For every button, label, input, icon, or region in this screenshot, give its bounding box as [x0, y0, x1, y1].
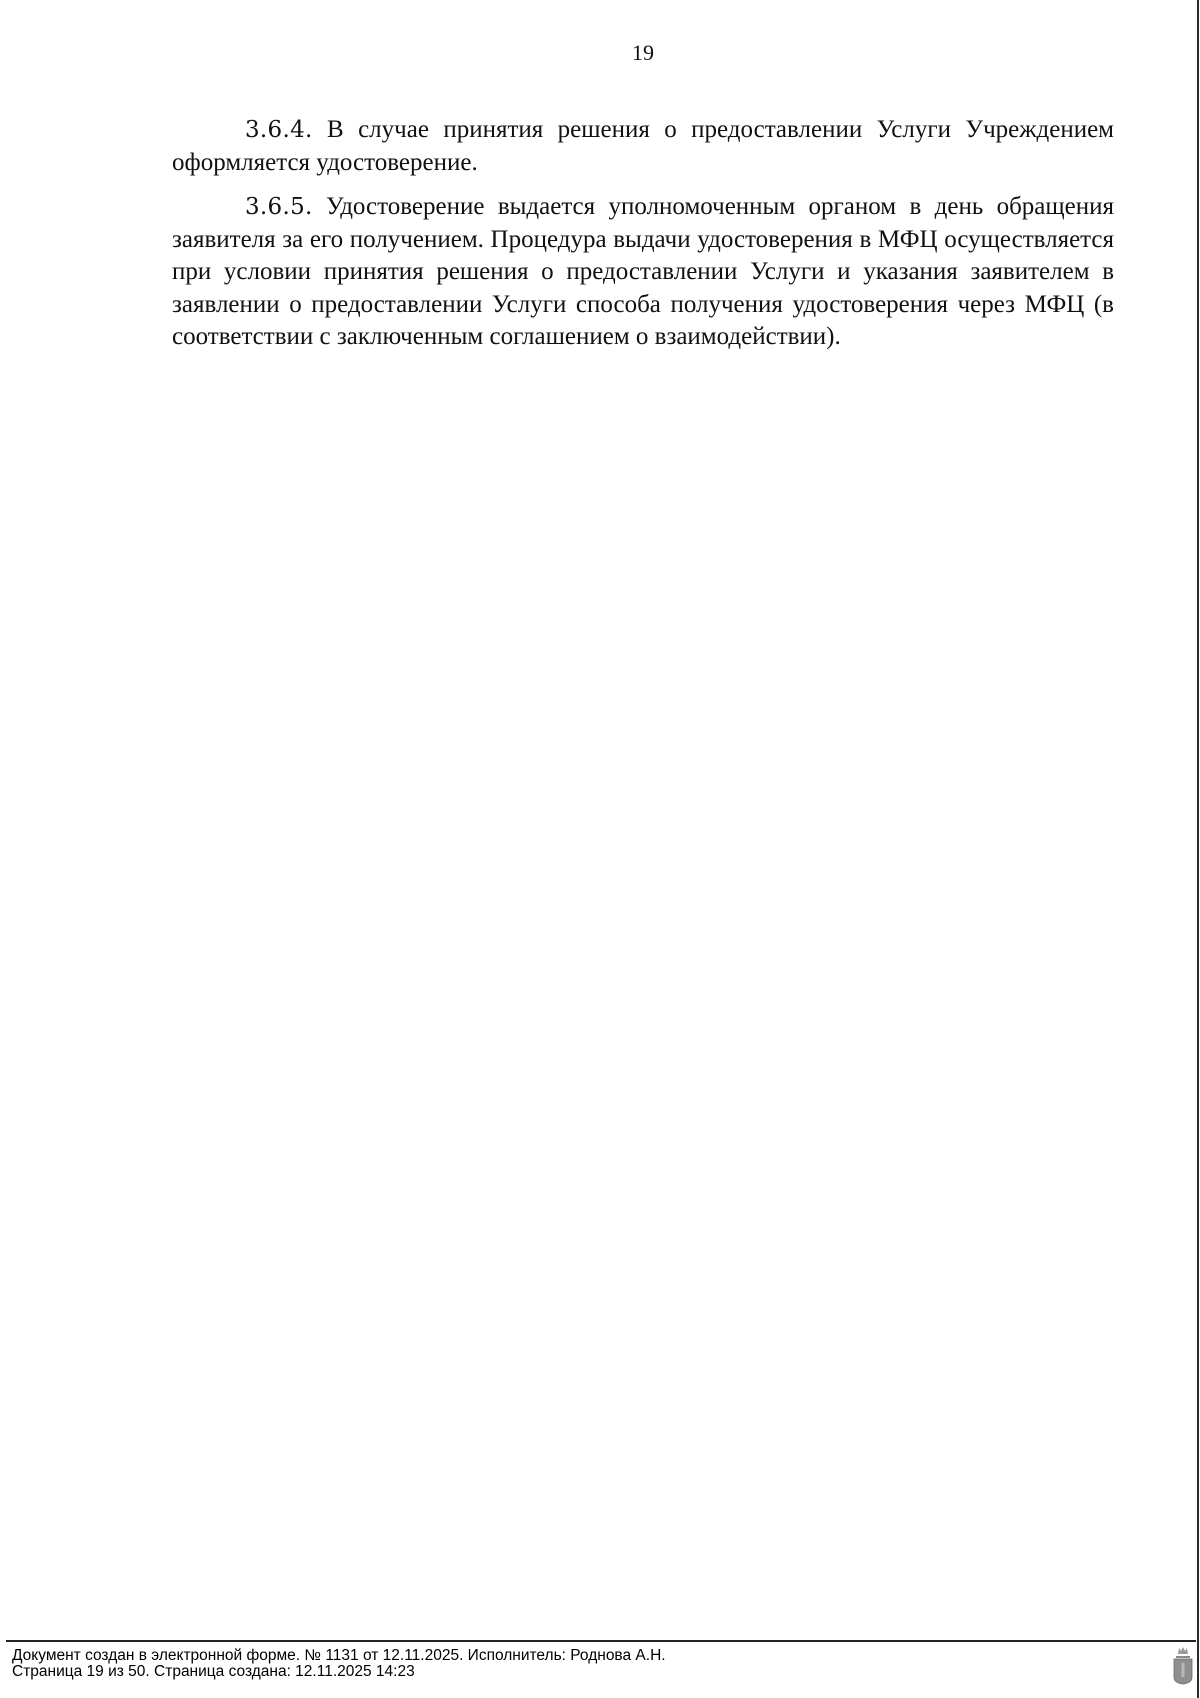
paragraph-3-6-4 [172, 114, 1114, 179]
footer-page-info: Страница 19 из 50. Страница создана: 12.11.2025 14:23 [12, 1663, 415, 1680]
paragraph-3-6-5 [172, 191, 1114, 354]
document-footer [12, 1648, 666, 1680]
page-edge [1197, 0, 1199, 1698]
paragraph-number: 3.6.5. [245, 194, 313, 220]
coat-of-arms-icon [1171, 1645, 1195, 1685]
paragraph-text: Удостоверение выдается уполномоченным органом в день обращения заявителя за его получением. Процедура выдачи удостоверения в МФЦ осуществляется при условии принятия решения о предоставлении Услуги и указания заявителем в заявлении о предоставлении Услуги способа получения удостоверения через МФЦ (в соответствии с заключенным соглашением о взаимодействии). [172, 193, 1115, 350]
footer-document-info: Документ создан в электронной форме. № 1131 от 12.11.2025. Исполнитель: Роднова А.Н. [12, 1647, 666, 1664]
paragraph-text: В случае принятия решения о предоставлении Услуги Учреждением оформляется удостоверение. [172, 116, 1115, 176]
paragraph-number: 3.6.4. [245, 117, 313, 143]
page-number: 19 [632, 40, 654, 65]
footer-divider [6, 1640, 1196, 1642]
document-body [172, 114, 1114, 366]
